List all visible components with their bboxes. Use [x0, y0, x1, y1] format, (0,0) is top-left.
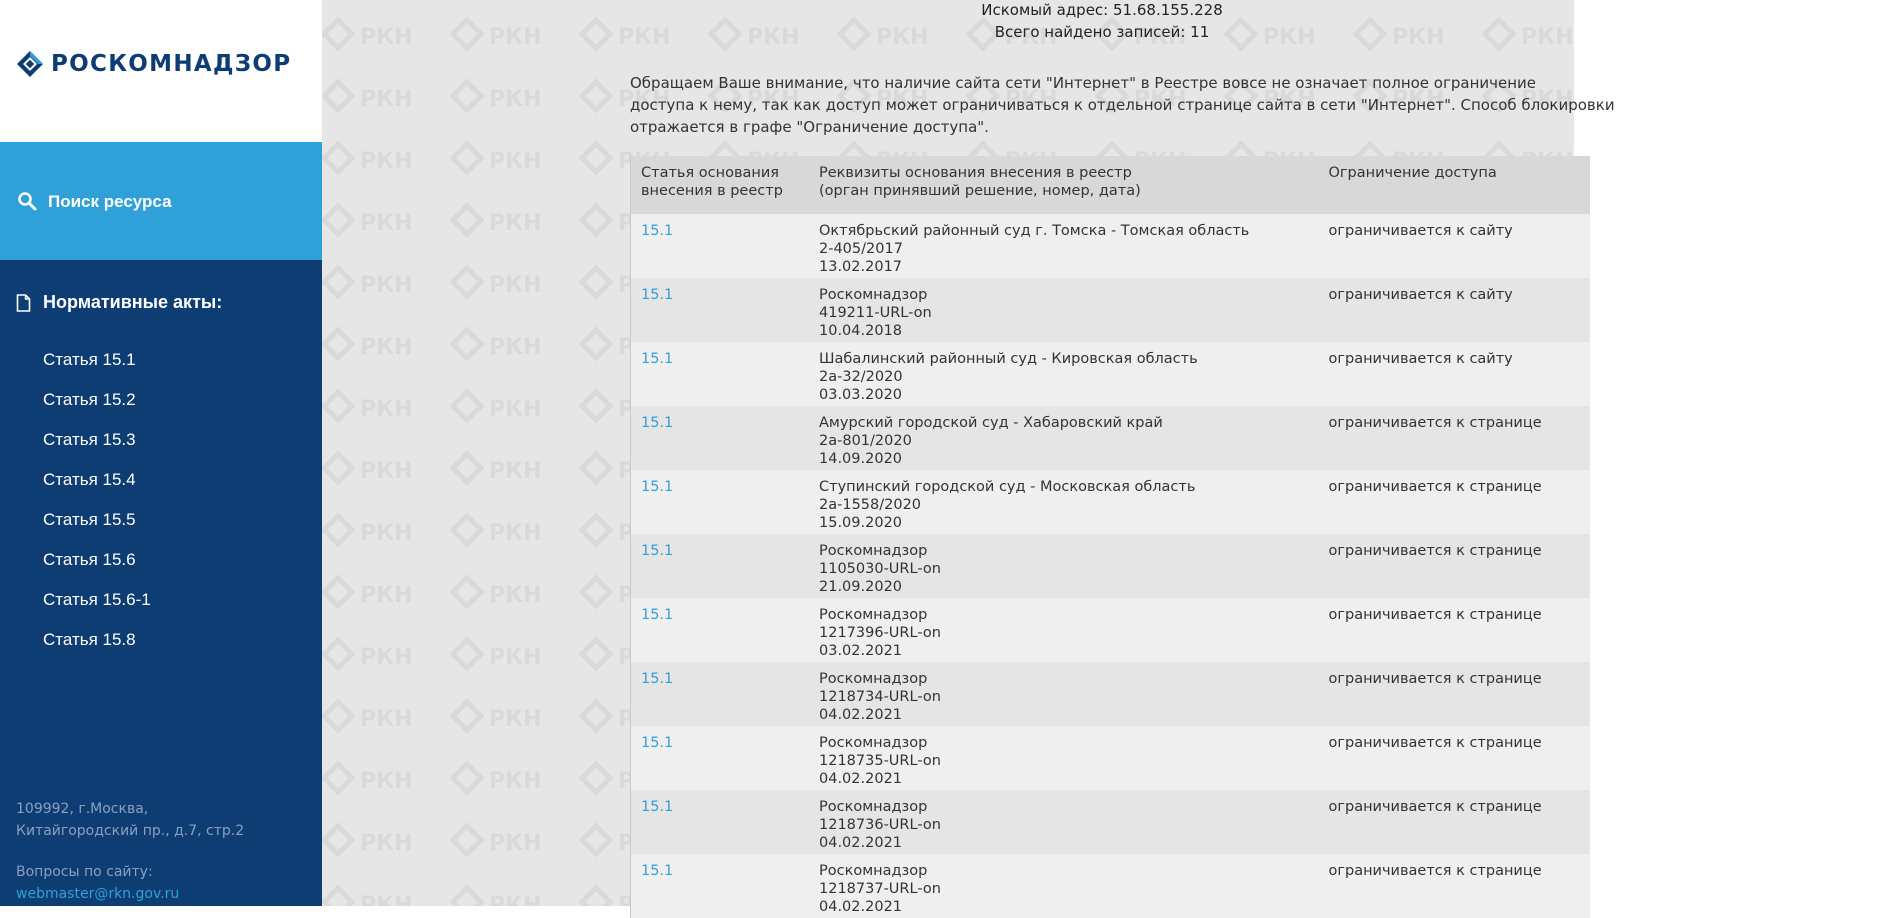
header-article: Статья основания внесения в реестр: [631, 156, 810, 214]
requisites-cell: [809, 470, 1319, 534]
requisite-number: 1218737-URL-on: [819, 881, 941, 897]
table-row: [631, 854, 1591, 918]
requisite-date: 03.02.2021: [819, 643, 903, 659]
requisite-date: 04.02.2021: [819, 771, 903, 787]
sidebar-item-article-15-6-1[interactable]: Статья 15.6-1: [43, 590, 151, 609]
requisite-authority: Роскомнадзор: [819, 863, 928, 879]
document-icon: [16, 294, 31, 312]
blocking-notice: [630, 72, 1615, 138]
main-content: [322, 0, 1615, 915]
sidebar-item-article-15-8[interactable]: Статья 15.8: [43, 630, 136, 649]
restriction-cell: ограничивается к странице: [1319, 726, 1591, 790]
requisite-authority: Амурский городской суд - Хабаровский край: [819, 415, 1163, 431]
article-link[interactable]: 15.1: [641, 351, 674, 367]
requisite-date: 15.09.2020: [819, 515, 903, 531]
table-row: [631, 534, 1591, 598]
webmaster-email-link[interactable]: webmaster@rkn.gov.ru: [16, 886, 180, 902]
requisite-date: 04.02.2021: [819, 835, 903, 851]
article-cell: [631, 662, 810, 726]
article-cell: [631, 790, 810, 854]
table-row: [631, 214, 1591, 278]
acts-title: Нормативные акты:: [43, 292, 223, 312]
notice-line: отражается в графе "Ограничение доступа".: [630, 118, 989, 136]
article-cell: [631, 278, 810, 342]
table-header-row: [631, 156, 1591, 214]
restriction-cell: ограничивается к сайту: [1319, 278, 1591, 342]
restriction-cell: ограничивается к странице: [1319, 854, 1591, 918]
registry-results-table: [630, 156, 1590, 918]
requisite-authority: Роскомнадзор: [819, 543, 928, 559]
requisite-number: 1217396-URL-on: [819, 625, 941, 641]
requisite-date: 03.03.2020: [819, 387, 903, 403]
requisites-cell: [809, 342, 1319, 406]
requisite-authority: Роскомнадзор: [819, 735, 928, 751]
sidebar-item-article-15-3[interactable]: Статья 15.3: [43, 430, 136, 449]
requisite-number: 1218734-URL-on: [819, 689, 941, 705]
article-cell: [631, 470, 810, 534]
header-restriction: Ограничение доступа: [1319, 156, 1591, 214]
article-link[interactable]: 15.1: [641, 543, 674, 559]
article-cell: [631, 534, 810, 598]
requisite-date: 21.09.2020: [819, 579, 903, 595]
article-link[interactable]: 15.1: [641, 863, 674, 879]
article-link[interactable]: 15.1: [641, 479, 674, 495]
requisites-cell: [809, 278, 1319, 342]
restriction-cell: ограничивается к сайту: [1319, 214, 1591, 278]
sidebar-item-article-15-6[interactable]: Статья 15.6: [43, 550, 136, 569]
table-row: [631, 342, 1591, 406]
restriction-cell: ограничивается к странице: [1319, 534, 1591, 598]
requisite-date: 10.04.2018: [819, 323, 903, 339]
search-icon: [17, 191, 37, 211]
table-body: [631, 214, 1591, 918]
acts-header: [16, 292, 222, 313]
requisites-cell: [809, 598, 1319, 662]
article-link[interactable]: 15.1: [641, 223, 674, 239]
requisite-number: 419211-URL-on: [819, 305, 932, 321]
table-row: [631, 406, 1591, 470]
restriction-cell: ограничивается к странице: [1319, 406, 1591, 470]
questions-label: Вопросы по сайту:: [16, 864, 153, 880]
sidebar-item-article-15-2[interactable]: Статья 15.2: [43, 390, 136, 409]
requisite-authority: Роскомнадзор: [819, 671, 928, 687]
article-cell: [631, 598, 810, 662]
requisite-date: 04.02.2021: [819, 707, 903, 723]
sidebar: [0, 0, 322, 906]
requisite-date: 04.02.2021: [819, 899, 903, 915]
requisite-authority: Ступинский городской суд - Московская область: [819, 479, 1196, 495]
sidebar-item-article-15-5[interactable]: Статья 15.5: [43, 510, 136, 529]
restriction-cell: ограничивается к странице: [1319, 470, 1591, 534]
requisite-number: 2а-801/2020: [819, 433, 912, 449]
article-cell: [631, 406, 810, 470]
searched-address: Искомый адрес: 51.68.155.228: [981, 1, 1223, 19]
search-summary: [322, 0, 1882, 43]
requisite-date: 13.02.2017: [819, 259, 903, 275]
article-link[interactable]: 15.1: [641, 415, 674, 431]
sidebar-item-article-15-4[interactable]: Статья 15.4: [43, 470, 136, 489]
requisite-authority: Роскомнадзор: [819, 799, 928, 815]
article-link[interactable]: 15.1: [641, 287, 674, 303]
requisite-number: 2а-1558/2020: [819, 497, 922, 513]
requisite-number: 1105030-URL-on: [819, 561, 941, 577]
requisites-cell: [809, 534, 1319, 598]
logo-text: РОСКОМНАДЗОР: [51, 51, 292, 77]
requisite-number: 1218735-URL-on: [819, 753, 941, 769]
table-row: [631, 278, 1591, 342]
header-requisites: Реквизиты основания внесения в реестр (орган принявший решение, номер, дата): [809, 156, 1319, 214]
logo[interactable]: [16, 50, 291, 78]
article-cell: [631, 726, 810, 790]
restriction-cell: ограничивается к странице: [1319, 662, 1591, 726]
requisite-authority: Октябрьский районный суд г. Томска - Томская область: [819, 223, 1250, 239]
requisite-date: 14.09.2020: [819, 451, 903, 467]
article-link[interactable]: 15.1: [641, 671, 674, 687]
requisites-cell: [809, 662, 1319, 726]
article-link[interactable]: 15.1: [641, 735, 674, 751]
article-cell: [631, 342, 810, 406]
requisite-authority: Роскомнадзор: [819, 287, 928, 303]
table-row: [631, 470, 1591, 534]
restriction-cell: ограничивается к странице: [1319, 790, 1591, 854]
article-cell: [631, 214, 810, 278]
table-row: [631, 726, 1591, 790]
requisite-number: 1218736-URL-on: [819, 817, 941, 833]
table-row: [631, 662, 1591, 726]
notice-line: Обращаем Ваше внимание, что наличие сайта сети "Интернет" в Реестре вовсе не означает полное ограничение: [630, 74, 1537, 92]
article-link[interactable]: 15.1: [641, 607, 674, 623]
requisites-cell: [809, 214, 1319, 278]
requisites-cell: [809, 790, 1319, 854]
postal-address: [16, 798, 244, 842]
table-row: [631, 598, 1591, 662]
requisites-cell: [809, 854, 1319, 918]
acts-list: [43, 346, 151, 666]
total-found: Всего найдено записей: 11: [994, 23, 1210, 41]
article-link[interactable]: 15.1: [641, 799, 674, 815]
requisite-number: 2а-32/2020: [819, 369, 903, 385]
rkn-logo-icon: [16, 50, 44, 78]
address-line: 109992, г.Москва,: [16, 801, 149, 817]
notice-line: доступа к нему, так как доступ может ограничиваться к отдельной странице сайта в сети "Интернет". Способ блокировки: [630, 96, 1615, 114]
site-questions: [16, 861, 179, 905]
requisite-authority: Роскомнадзор: [819, 607, 928, 623]
requisites-cell: [809, 726, 1319, 790]
search-resource-button[interactable]: [0, 142, 322, 260]
article-cell: [631, 854, 810, 918]
logo-area: [0, 0, 322, 142]
requisite-authority: Шабалинский районный суд - Кировская область: [819, 351, 1198, 367]
table-row: [631, 790, 1591, 854]
requisite-number: 2-405/2017: [819, 241, 903, 257]
requisites-cell: [809, 406, 1319, 470]
sidebar-item-article-15-1[interactable]: Статья 15.1: [43, 350, 136, 369]
restriction-cell: ограничивается к странице: [1319, 598, 1591, 662]
restriction-cell: ограничивается к сайту: [1319, 342, 1591, 406]
address-line: Китайгородский пр., д.7, стр.2: [16, 823, 245, 839]
search-resource-label: Поиск ресурса: [48, 192, 172, 211]
